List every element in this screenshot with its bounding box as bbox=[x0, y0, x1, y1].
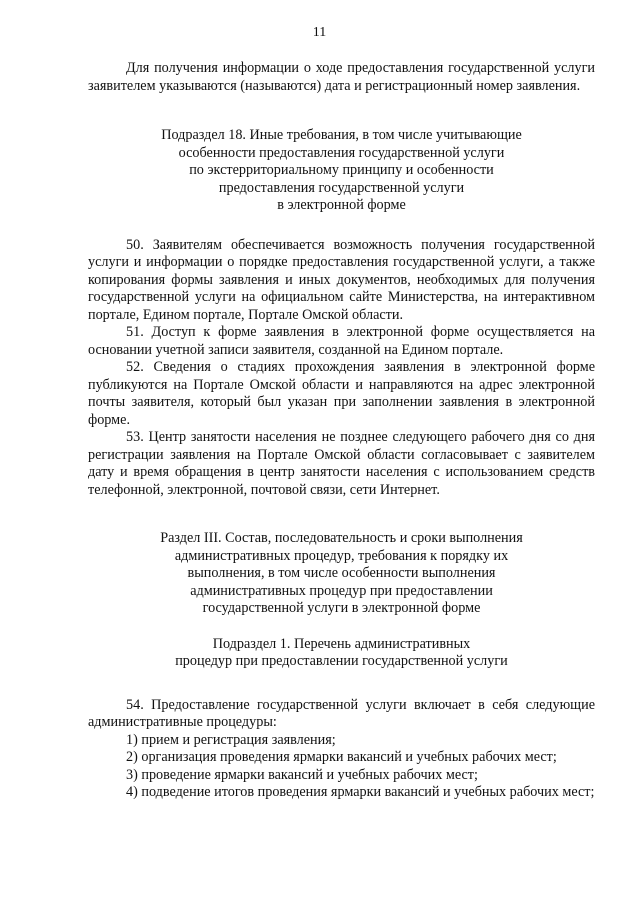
procedure-item: 1) прием и регистрация заявления; bbox=[126, 731, 336, 748]
section-3-heading bbox=[88, 530, 595, 618]
procedure-item: 2) организация проведения ярмарки вакансий и учебных рабочих мест; bbox=[126, 749, 557, 765]
heading-line: особенности предоставления государственной услуги bbox=[178, 144, 505, 161]
procedure-item: 4) подведение итогов проведения ярмарки вакансий и учебных рабочих мест; bbox=[126, 784, 595, 800]
document-body bbox=[88, 60, 595, 802]
procedure-item: 3) проведение ярмарки вакансий и учебных рабочих мест; bbox=[126, 766, 478, 783]
heading-line: административных процедур при предоставлении bbox=[190, 582, 493, 599]
paragraph-53: 53. Центр занятости населения не позднее следующего рабочего дня со дня регистрации заявления на Портале Омской области согласовывает с заявителем дату и время обращения в центр занятости населения с использованием средств телефонной, электронной, почтовой связи, сети Интернет. bbox=[88, 429, 595, 498]
heading-line: государственной услуги в электронной форме bbox=[202, 600, 481, 616]
paragraph-54: 54. Предоставление государственной услуги включает в себя следующие административные процедуры: bbox=[88, 696, 595, 730]
page-number: 11 bbox=[312, 25, 327, 40]
heading-line: по экстерриториальному принципу и особенности bbox=[189, 162, 494, 178]
intro-paragraph: Для получения информации о ходе предоставления государственной услуги заявителем указываются (называются) дата и регистрационный номер заявления. bbox=[88, 60, 595, 94]
heading-line: административных процедур, требования к порядку их bbox=[174, 547, 509, 564]
paragraph-51: 51. Доступ к форме заявления в электронной форме осуществляется на основании учетной записи заявителя, созданной на Едином портале. bbox=[88, 324, 595, 358]
subsection-18-heading bbox=[88, 127, 595, 215]
heading-line: Подраздел 1. Перечень административных bbox=[212, 635, 471, 652]
subsection-1-heading bbox=[88, 636, 595, 671]
heading-line: процедур при предоставлении государственной услуги bbox=[175, 653, 508, 669]
paragraph-50: 50. Заявителям обеспечивается возможность получения государственной услуги и информации о порядке предоставления государственной услуги, а также копирования формы заявления и иных документов, необходимых для получения государственной услуги на официальном сайте Министерства, на интерактивном портале, Едином портале, Портале Омской области. bbox=[88, 236, 595, 323]
paragraph-52: 52. Сведения о стадиях прохождения заявления в электронной форме публикуются на Портале Омской области и направляются на адрес электронной почты заявителя, который был указан при заполнении заявления в электронной форме. bbox=[88, 359, 595, 428]
heading-line: в электронной форме bbox=[277, 197, 406, 213]
heading-line: предоставления государственной услуги bbox=[218, 179, 465, 196]
heading-line: выполнения, в том числе особенности выполнения bbox=[187, 565, 496, 581]
heading-line: Подраздел 18. Иные требования, в том числе учитывающие bbox=[161, 127, 522, 143]
heading-line: Раздел III. Состав, последовательность и сроки выполнения bbox=[160, 530, 523, 546]
